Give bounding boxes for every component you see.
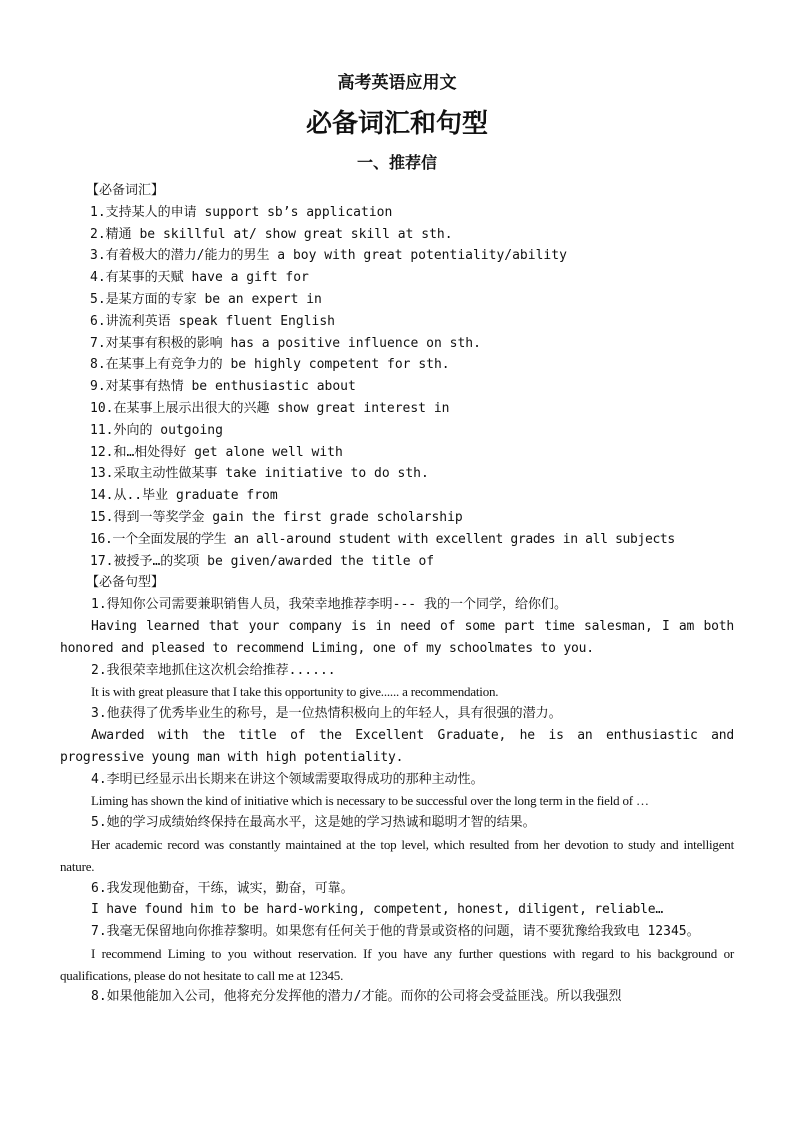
vocab-heading: 【必备词汇】 — [86, 183, 165, 198]
sentence-zh: 8.如果他能加入公司，他将充分发挥他的潜力/才能。而你的公司将会受益匪浅。所以我强烈 — [91, 989, 622, 1005]
document-title-line2: 必备词汇和句型 — [305, 109, 488, 139]
vocab-item: 5.是某方面的专家 be an expert in — [90, 291, 322, 307]
sentence-en: It is with great pleasure that I take this opportunity to give...... a recommendation. — [91, 684, 499, 700]
vocab-item: 6.讲流利英语 speak fluent English — [90, 313, 336, 329]
sentence-zh: 3.他获得了优秀毕业生的称号，是一位热情积极向上的年轻人，具有很强的潜力。 — [91, 706, 562, 722]
sentence-zh: 7.我毫无保留地向你推荐黎明。如果您有任何关于他的背景或资格的问题，请不要犹豫给我致电 12345。 — [91, 924, 700, 940]
vocab-item: 11.外向的 outgoing — [90, 422, 223, 438]
vocab-item: 17.被授予…的奖项 be given/awarded the title of — [90, 553, 435, 569]
vocab-item: 14.从..毕业 graduate from — [90, 488, 278, 504]
vocab-item: 3.有着极大的潜力/能力的男生 a boy with great potentiality/ability — [90, 248, 567, 264]
vocab-item: 10.在某事上展示出很大的兴趣 show great interest in — [90, 400, 450, 416]
sentence-zh: 2.我很荣幸地抓住这次机会给推荐...... — [91, 662, 336, 678]
vocab-list — [60, 202, 734, 573]
sentence-en: Her academic record was constantly maintained at the top level, which resulted from her devotion to study and intelligent nature. — [60, 836, 734, 874]
sentence-zh: 4.李明已经显示出长期来在讲这个领域需要取得成功的那种主动性。 — [91, 771, 484, 787]
document-title-line1: 高考英语应用文 — [337, 73, 457, 93]
sentence-zh: 6.我发现他勤奋，干练，诚实，勤奋，可靠。 — [91, 880, 354, 896]
vocab-item: 1.支持某人的申请 support sb’s application — [90, 204, 393, 220]
vocab-item: 15.得到一等奖学金 gain the first grade scholarship — [90, 509, 463, 525]
vocab-item: 12.和…相处得好 get alone well with — [90, 444, 343, 460]
vocab-item: 7.对某事有积极的影响 has a positive influence on sth. — [90, 335, 481, 351]
sentence-en: Liming has shown the kind of initiative which is necessary to be successful over the long term in the field of … — [91, 793, 649, 809]
vocab-item: 2.精通 be skillful at/ show great skill at sth. — [90, 226, 453, 242]
sentence-heading: 【必备句型】 — [86, 575, 165, 591]
sentence-en: Awarded with the title of the Excellent Graduate, he is an enthusiastic and progressive young man with high potentiality. — [60, 727, 734, 765]
vocab-item: 13.采取主动性做某事 take initiative to do sth. — [90, 466, 429, 482]
section-title: 一、推荐信 — [356, 153, 437, 172]
sentence-en: I have found him to be hard-working, competent, honest, diligent, reliable… — [91, 902, 663, 918]
sentence-zh: 1.得知你公司需要兼职销售人员，我荣幸地推荐李明--- 我的一个同学，给你们。 — [91, 597, 567, 613]
sentence-en: I recommend Liming to you without reservation. If you have any further questions with regard to his background or qualifications, please do not hesitate to call me at 12345. — [60, 945, 734, 983]
vocab-item: 4.有某事的天赋 have a gift for — [90, 270, 309, 286]
vocab-item: 16.一个全面发展的学生 an all-around student with excellent grades in all subjects — [90, 531, 675, 547]
sentence-zh: 5.她的学习成绩始终保持在最高水平，这是她的学习热诚和聪明才智的结果。 — [91, 815, 536, 831]
sentence-list — [60, 594, 734, 1008]
sentence-en: Having learned that your company is in need of some part time salesman, I am both honored and pleased to recommend Liming, one of my schoolmates to you. — [60, 618, 734, 656]
vocab-item: 9.对某事有热情 be enthusiastic about — [90, 379, 356, 395]
vocab-item: 8.在某事上有竞争力的 be highly competent for sth. — [90, 357, 450, 373]
